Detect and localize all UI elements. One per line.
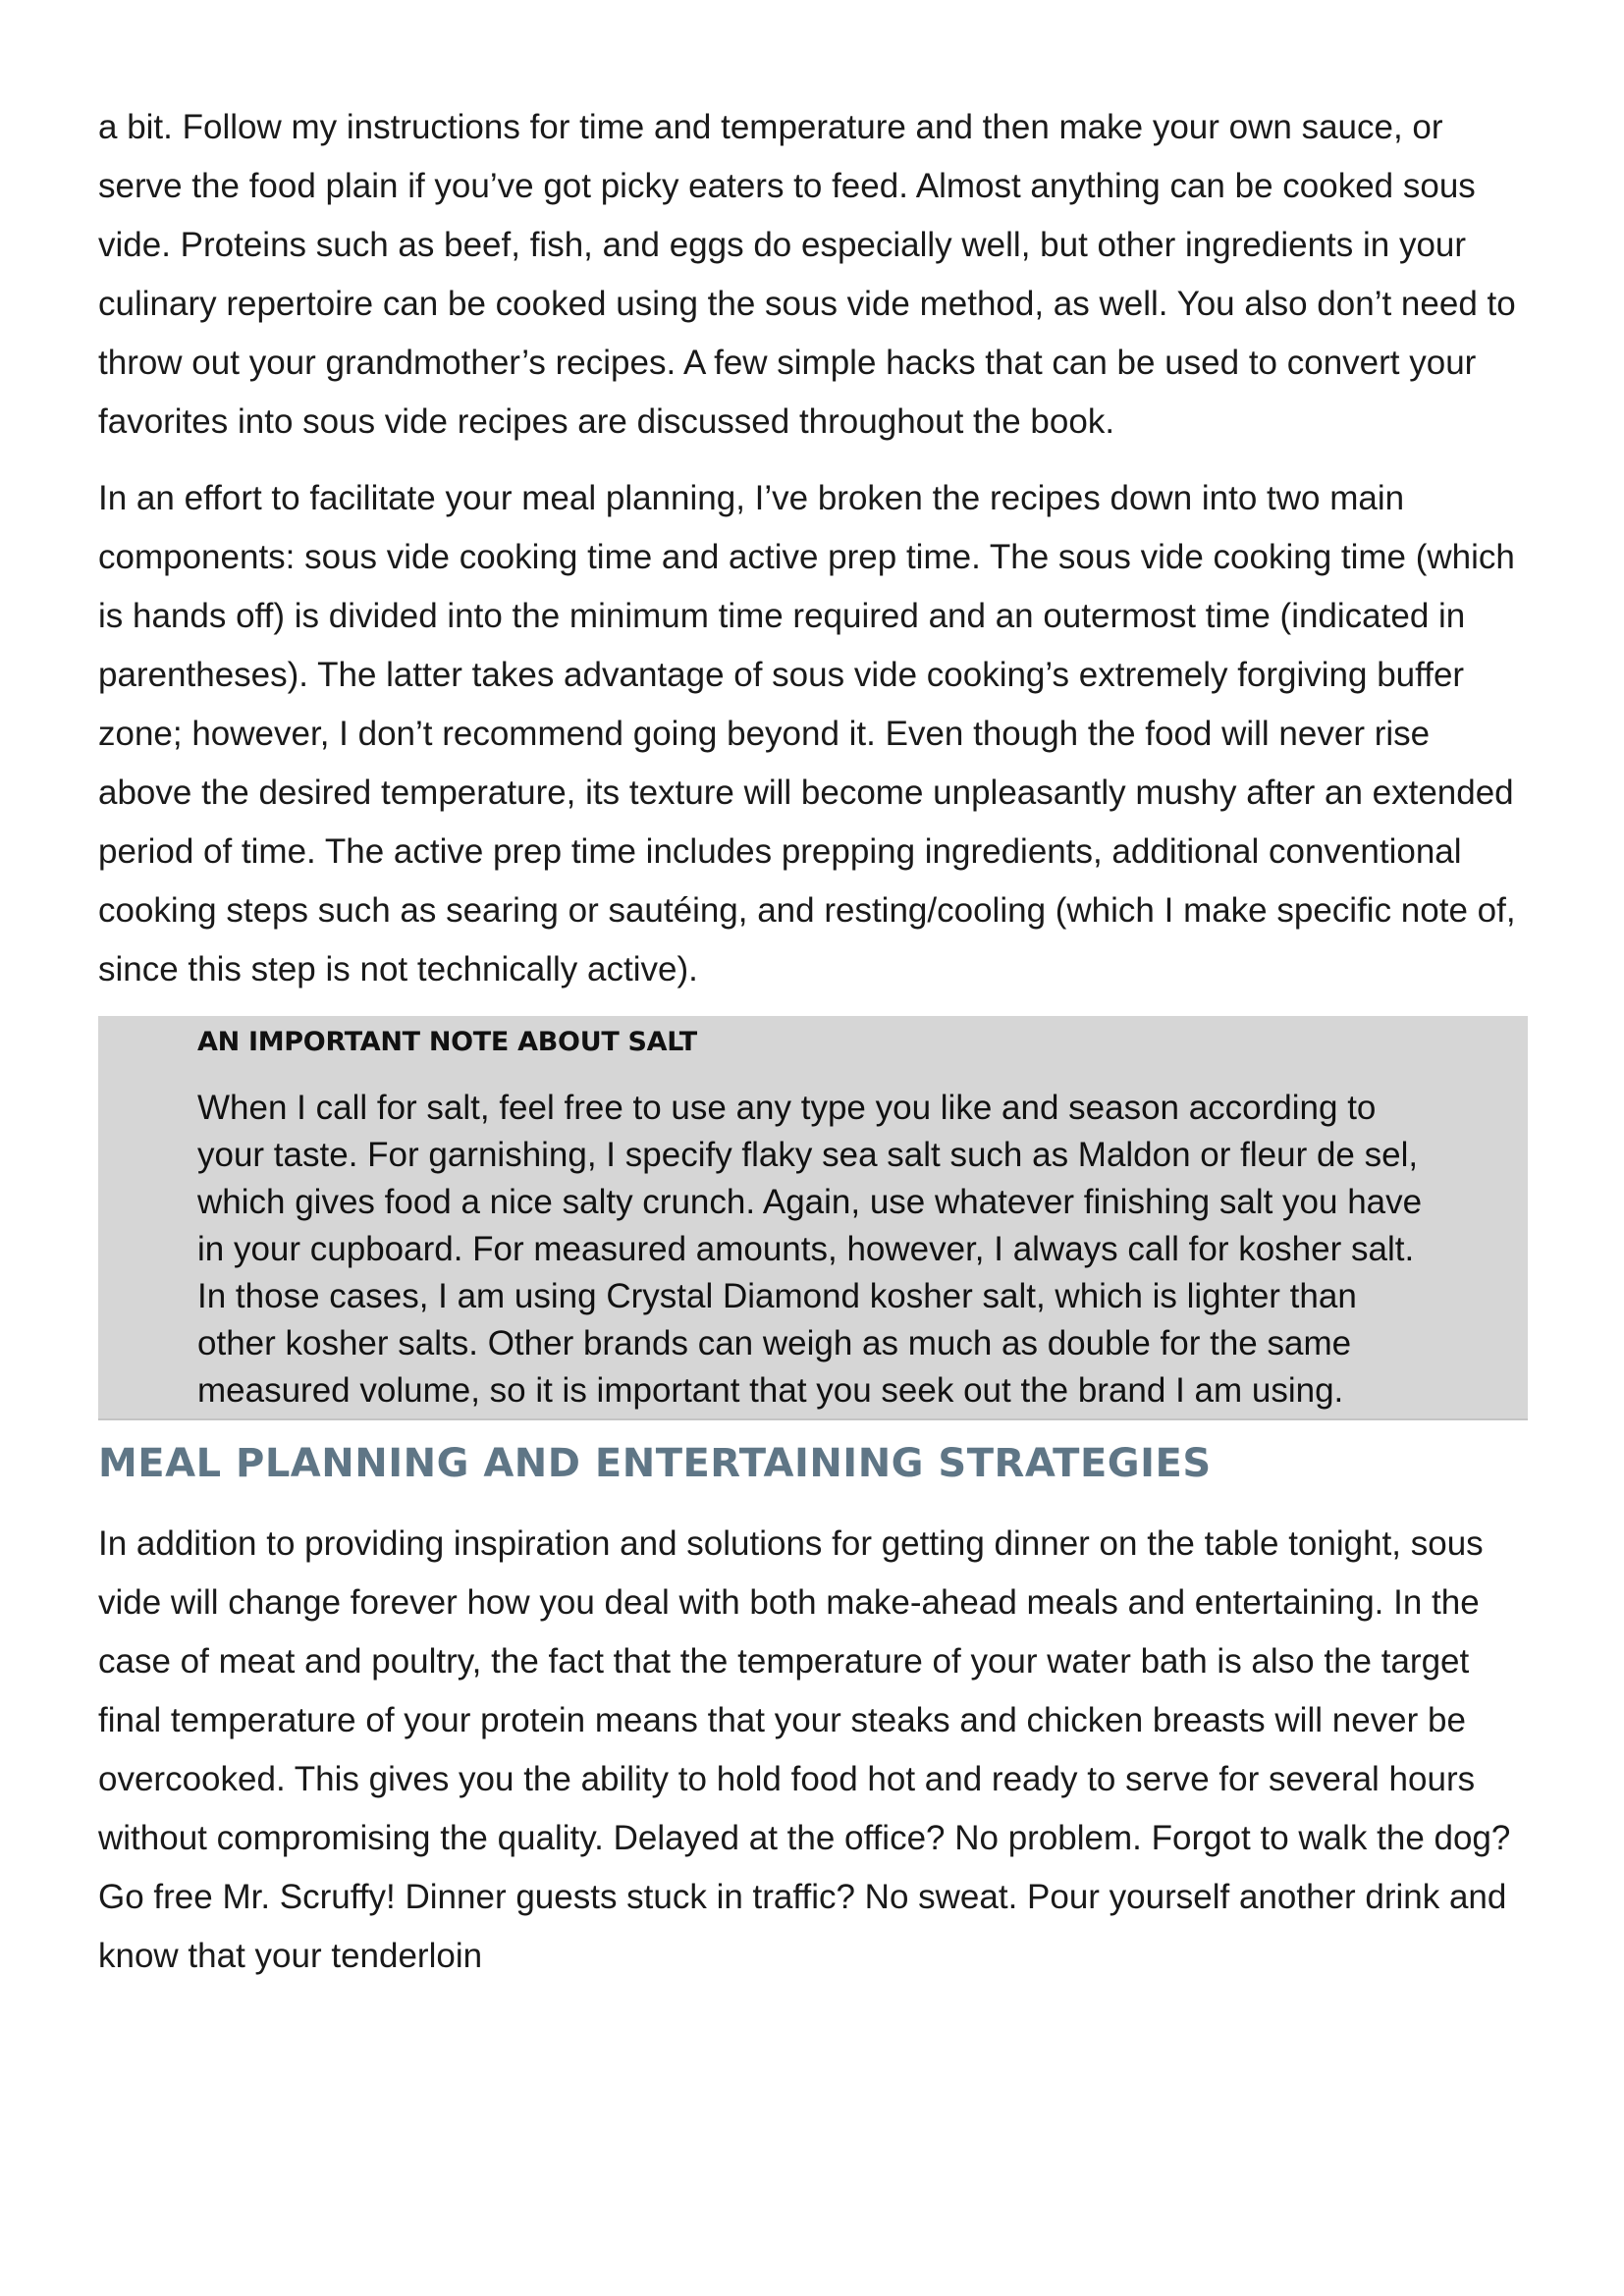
body-paragraph-intro: a bit. Follow my instructions for time and temperature and then make your own sauce, or serve the food plain if you’ve got picky eaters to feed. Almost anything can be cooked sous vide. Proteins such as beef, fish, and eggs do especially well, but other ingredients in your culinary repertoire can be cooked using the sous vide method, as well. You also don’t need to throw out your grandmother’s recipes. A few simple hacks that can be used to convert your favorites into sous vide recipes are discussed throughout the book.	[98, 108, 1516, 441]
document-page	[98, 98, 1528, 1986]
section-heading-meal-planning: MEAL PLANNING AND ENTERTAINING STRATEGIES	[98, 1441, 1212, 1486]
salt-note-sidebar	[98, 1016, 1528, 1420]
salt-note-title: AN IMPORTANT NOTE ABOUT SALT	[197, 1027, 697, 1057]
body-paragraph-meal-planning: In an effort to facilitate your meal planning, I’ve broken the recipes down into two main components: sous vide cooking time and active prep time. The sous vide cooking time (which is hands off) is divided into the minimum time required and an outermost time (indicated in parentheses). The latter takes advantage of sous vide cooking’s extremely forgiving buffer zone; however, I don’t recommend going beyond it. Even though the food will never rise above the desired temperature, its texture will become unpleasantly mushy after an extended period of time. The active prep time includes prepping ingredients, additional conventional cooking steps such as searing or sautéing, and resting/cooling (which I make specific note of, since this step is not technically active).	[98, 479, 1516, 988]
body-paragraph-entertaining: In addition to providing inspiration and solutions for getting dinner on the table tonight, sous vide will change forever how you deal with both make-ahead meals and entertaining. In the case of meat and poultry, the fact that the temperature of your water bath is also the target final temperature of your protein means that your steaks and chicken breasts will never be overcooked. This gives you the ability to hold food hot and ready to serve for several hours without compromising the quality. Delayed at the office? No problem. Forgot to walk the dog? Go free Mr. Scruffy! Dinner guests stuck in traffic? No sweat. Pour yourself another drink and know that your tenderloin	[98, 1524, 1511, 1975]
salt-note-body: When I call for salt, feel free to use any type you like and season according to your taste. For garnishing, I specify flaky sea salt such as Maldon or fleur de sel, which gives food a nice salty crunch. Again, use whatever finishing salt you have in your cupboard. For measured amounts, however, I always call for kosher salt. In those cases, I am using Crystal Diamond kosher salt, which is lighter than other kosher salts. Other brands can weigh as much as double for the same measured volume, so it is important that you seek out the brand I am using.	[197, 1089, 1423, 1410]
